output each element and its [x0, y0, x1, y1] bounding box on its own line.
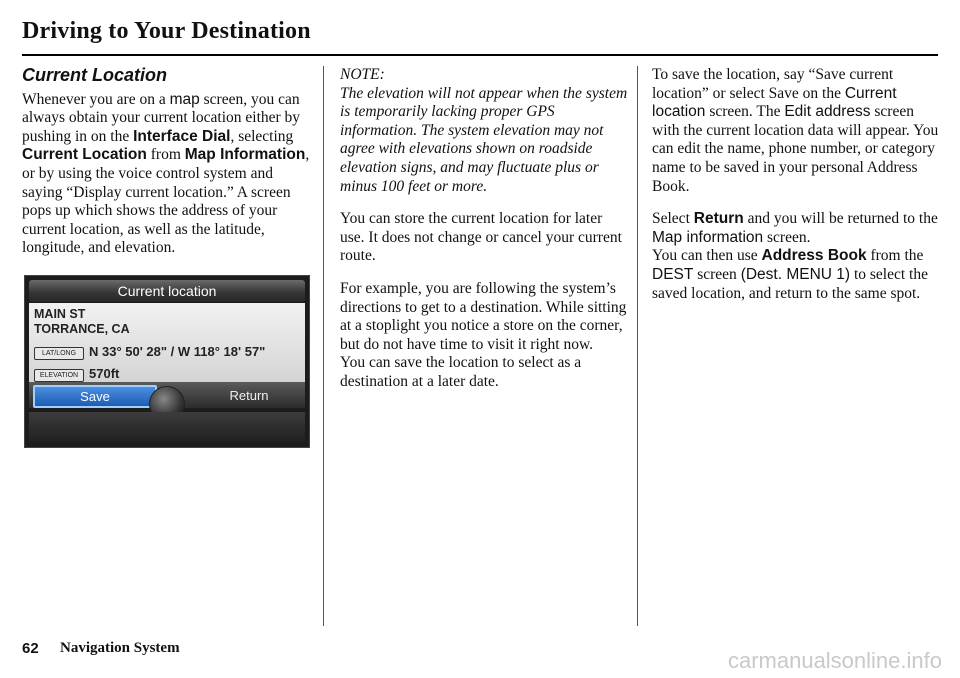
term-current-location-screen: Current location [652, 84, 897, 121]
page-title: Driving to Your Destination [22, 18, 311, 44]
text-run: Whenever you are on a [22, 90, 170, 108]
city-text: TORRANCE, CA [34, 322, 130, 336]
note-block [340, 66, 630, 196]
text-run: screen, you can always obtain your current location either by pushing in on the [22, 90, 301, 145]
term-map: map [169, 90, 200, 108]
intro-paragraph [22, 91, 314, 258]
elevation-tag: ELEVATION [34, 369, 84, 382]
text-run: screen with the current location data will appear. You can edit the name, phone number, or category name to be saved in your personal Address Book. [652, 103, 939, 195]
address-book-paragraph [652, 247, 942, 303]
watermark: carmanualsonline.info [727, 648, 942, 673]
save-button[interactable]: Save [33, 385, 157, 408]
elevation-value: 570ft [89, 366, 120, 381]
column-divider [637, 66, 638, 626]
text-run: from the [866, 247, 924, 265]
text-run: and you will be returned to the [743, 210, 938, 228]
return-paragraph [652, 210, 942, 247]
title-rule [22, 54, 938, 56]
store-paragraph: You can store the current location for later use. It does not change or cancel your current route. [340, 210, 622, 265]
text-run: to select the saved location, and return to the same spot. [652, 265, 928, 302]
text-run: You can then use [652, 247, 762, 265]
note-text: The elevation will not appear when the system is temporarily lacking proper GPS information. The system elevation may not agree with elevations shown on roadside elevation signs, and may fluctuate plus or minus 100 feet or more. [340, 84, 628, 195]
section-heading: Current Location [22, 65, 168, 85]
example-paragraph [340, 280, 630, 392]
return-button[interactable]: Return [229, 388, 269, 403]
footer-section: Navigation System [60, 640, 180, 656]
column-2 [340, 66, 630, 406]
text-run: Select [652, 210, 694, 228]
example-text: For example, you are following the system’s directions to get to a destination. While sitting at a stoplight you notice a store on the corner, but do not have time to visit it right now. [340, 279, 627, 353]
column-divider [323, 66, 324, 626]
term-dest-menu-1: (Dest. MENU 1) [740, 265, 851, 283]
column-3 [652, 66, 942, 317]
text-run: , or by using the voice control system and saying “Display current location.” A screen pops up which shows the address of your current location, as well as the latitude, longitude, and elevation. [22, 146, 310, 257]
address-block [34, 307, 130, 337]
example-text-2: You can save the location to select as a destination at a later date. [340, 354, 582, 390]
text-run: screen. [763, 228, 811, 246]
page-number: 62 [22, 640, 39, 657]
text-run: , selecting [230, 127, 294, 145]
term-current-location: Current Location [22, 146, 147, 164]
term-map-information: Map Information [184, 146, 306, 164]
text-run: screen [693, 265, 741, 283]
latlong-value: N 33° 50' 28" / W 118° 18' 57" [89, 344, 266, 359]
term-edit-address: Edit address [784, 103, 871, 121]
screen-footer [29, 412, 305, 442]
latlong-tag: LAT/LONG [34, 347, 84, 360]
current-location-screen-image [24, 275, 310, 448]
column-1 [22, 66, 314, 272]
note-label: NOTE: [340, 66, 385, 83]
term-address-book: Address Book [761, 247, 867, 265]
term-map-information-screen: Map information [652, 228, 764, 246]
text-run: screen. The [705, 103, 785, 121]
text-run: To save the location, say “Save current location” or select Save on the [652, 66, 894, 102]
screen-title: Current location [29, 280, 305, 302]
text-run: from [146, 146, 185, 164]
term-dest: DEST [652, 265, 694, 283]
term-return: Return [693, 210, 744, 228]
save-paragraph [652, 66, 942, 196]
street-text: MAIN ST [34, 307, 86, 321]
term-interface-dial: Interface Dial [133, 127, 231, 145]
